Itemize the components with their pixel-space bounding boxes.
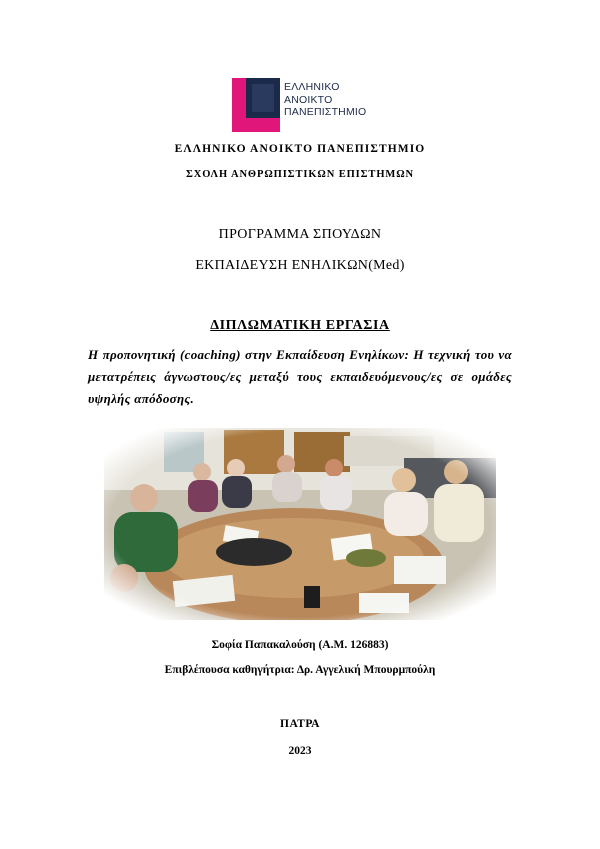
supervisor: Επιβλέπουσα καθηγήτρια: Δρ. Αγγελική Μπουρμπούλη: [164, 664, 436, 676]
school-name: ΣΧΟΛΗ ΑΝΘΡΩΠΙΣΤΙΚΩΝ ΕΠΙΣΤΗΜΩΝ: [185, 169, 415, 180]
thesis-title: Η προπονητική (coaching) στην Εκπαίδευση Ενηλίκων: Η τεχνική του να μετατρέπεις άγνωστους/ες μεταξύ τους εκπαιδευόμενους/ες σε ομάδες υψηλής απόδοσης.: [88, 347, 512, 406]
logo-line-2: ΑΝΟΙΚΤΟ: [284, 93, 333, 106]
logo-line-1: ΕΛΛΗΝΙΚΟ: [284, 81, 340, 93]
thesis-type: ΔΙΠΛΩΜΑΤΙΚΗ ΕΡΓΑΣΙΑ: [210, 318, 390, 333]
program-label: ΠΡΟΓΡΑΜΜΑ ΣΠΟΥΔΩΝ: [218, 227, 382, 242]
cover-photo: [104, 428, 496, 620]
university-logo: [232, 78, 372, 132]
university-name: ΕΛΛΗΝΙΚΟ ΑΝΟΙΚΤΟ ΠΑΝΕΠΙΣΤΗΜΙΟ: [174, 143, 426, 155]
logo-text: [284, 81, 366, 119]
city: ΠΑΤΡΑ: [280, 718, 320, 730]
year: 2023: [288, 745, 312, 757]
logo-line-3: ΠΑΝΕΠΙΣΤΗΜΙΟ: [284, 106, 367, 118]
program-name: ΕΚΠΑΙΔΕΥΣΗ ΕΝΗΛΙΚΩΝ(Med): [195, 258, 405, 273]
author: Σοφία Παπακαλούση (Α.Μ. 126883): [211, 639, 389, 651]
logo-mark-icon: [232, 78, 282, 132]
